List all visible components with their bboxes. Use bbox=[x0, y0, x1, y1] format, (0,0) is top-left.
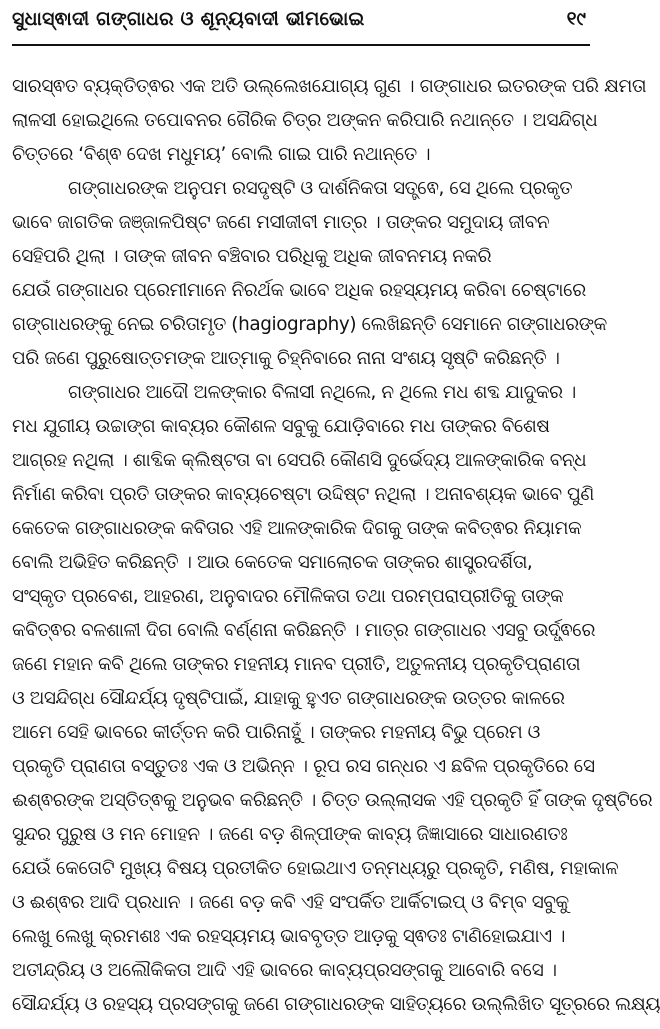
text-line: ଆମେ ସେହି ଭାବରେ କୀର୍ତ୍ତନ କରି ପାରିନାହୁଁ । ତାଙ୍କର ମହନୀୟ ବିଭୁ ପ୍ରେମ ଓ bbox=[12, 722, 540, 743]
paragraph-first-line: ଗଙ୍ଗାଧରଙ୍କ ଅନୁପମ ରସଦୃଷ୍ଟି ଓ ଦାର୍ଶନିକତା ସତ୍ତ୍ଵେ, ସେ ଥିଲେ ପ୍ରକୃତ bbox=[68, 178, 573, 199]
text-line: ଲାଳସୀ ହୋଇଥିଲେ ତପୋବନର ଗୈରିକ ଚିତ୍ର ଅଙ୍କନ କରିପାରି ନଥାନ୍ତେ । ଅସନ୍ଦିଗ୍ଧ bbox=[12, 110, 598, 131]
text-line: ଭାବେ ଜାଗତିକ ଜଞ୍ଜାଳପିଷ୍ଟ ଜଣେ ମସୀଜୀବୀ ମାତ୍ର । ତାଙ୍କର ସମୁଦାୟ ଜୀବନ bbox=[12, 212, 550, 233]
running-title: ସୁଧାସ୍ଵାଦୀ ଗଙ୍ଗାଧର ଓ ଶୂନ୍ୟବାଦୀ ଭୀମଭୋଇ bbox=[12, 8, 365, 30]
text-line: ଲେଖୁ ଲେଖୁ କ୍ରମଶଃ ଏକ ରହସ୍ୟମୟ ଭାବବୃତ୍ତ ଆଡ଼କୁ ସ୍ଵତଃ ଟାଣିହୋଇଯାଏ । bbox=[12, 926, 565, 947]
text-line: ସଂସ୍କୃତ ପ୍ରବେଶ, ଆହରଣ, ଅନୁବାଦର ମୌଳିକତା ତଥା ପରମ୍ପରାପ୍ରୀତିକୁ ତାଙ୍କ bbox=[12, 586, 564, 607]
text-line: କେତେକ ଗଙ୍ଗାଧରଙ୍କ କବିତାର ଏହି ଆଳଙ୍କାରିକ ଦିଗକୁ ତାଙ୍କ କବିତ୍ଵର ନିୟାମକ bbox=[12, 518, 582, 539]
page-header bbox=[12, 6, 590, 46]
text-line: ଈଶ୍ଵରଙ୍କ ଅସ୍ତିତ୍ଵକୁ ଅନୁଭବ କରିଛନ୍ତି । ଚିତ୍ତ ଉଲ୍ଲାସକ ଏହି ପ୍ରକୃତି ହିଁ ତାଙ୍କ ଦୃଷ୍ଟିରେ bbox=[12, 790, 653, 811]
text-line: ସୁନ୍ଦର ପୁରୁଷ ଓ ମନ ମୋହନ । ଜଣେ ବଡ଼ ଶିଳ୍ପୀଙ୍କ କାବ୍ୟ ଜିଜ୍ଞାସାରେ ସାଧାରଣତଃ bbox=[12, 824, 568, 845]
text-line: ଯେଉଁ କେତୋଟି ମୁଖ୍ୟ ବିଷୟ ପ୍ରତୀକିତ ହୋଇଥାଏ ତନ୍ମଧ୍ୟରୁ ପ୍ରକୃତି, ମଣିଷ, ମହାକାଳ bbox=[12, 858, 619, 879]
text-line: ବୋଲି ଅଭିହିତ କରିଛନ୍ତି । ଆଉ କେତେକ ସମାଲୋଚକ ତାଙ୍କର ଶାସ୍ତ୍ରଦର୍ଶିତା, bbox=[12, 552, 533, 573]
text-line: ଓ ଅସନ୍ଦିଗ୍ଧ ସୌନ୍ଦର୍ଯ୍ୟ ଦୃଷ୍ଟିପାଇଁ, ଯାହାକୁ ହୁଏତ ଗଙ୍ଗାଧରଙ୍କ ଉତ୍ତର କାଳରେ bbox=[12, 688, 565, 709]
text-line: ପ୍ରକୃତି ପ୍ରାଣତା ବସ୍ତୁତଃ ଏକ ଓ ଅଭିନ୍ନ । ରୂପ ରସ ଗନ୍ଧର ଏ ଛବିଳ ପ୍ରକୃତିରେ ସେ bbox=[12, 756, 595, 777]
body-text bbox=[12, 70, 660, 1022]
text-line: ଗଙ୍ଗାଧରଙ୍କୁ ନେଇ ଚରିତାମୃତ (hagiography) ଲେଖିଛନ୍ତି ସେମାନେ ଗଙ୍ଗାଧରଙ୍କ bbox=[12, 314, 607, 335]
text-line: ଅତୀନ୍ଦ୍ରିୟ ଓ ଅଲୌକିକତା ଆଦି ଏହି ଭାବରେ କାବ୍ୟପ୍ରସଙ୍ଗକୁ ଆବୋରି ବସେ । bbox=[12, 960, 557, 981]
text-line: ସାରସ୍ଵତ ବ୍ୟକ୍ତିତ୍ଵର ଏକ ଅତି ଉଲ୍ଲେଖଯୋଗ୍ୟ ଗୁଣ । ଗଙ୍ଗାଧର ଇତରଙ୍କ ପରି କ୍ଷମତା bbox=[12, 76, 647, 97]
text-line: ଓ ଈଶ୍ଵର ଆଦି ପ୍ରଧାନ । ଜଣେ ବଡ଼ କବି ଏହି ସଂପର୍କିତ ଆର୍କିଟାଇପ୍ ଓ ବିମ୍ବ ସବୁକୁ bbox=[12, 892, 569, 913]
text-line: ଜଣେ ମହାନ କବି ଥିଲେ ତାଙ୍କର ମହନୀୟ ମାନବ ପ୍ରୀତି, ଅତୁଳନୀୟ ପ୍ରକୃତିପ୍ରାଣତା bbox=[12, 654, 581, 675]
text-line: କବିତ୍ଵର ବଳଶାଳୀ ଦିଗ ବୋଲି ବର୍ଣ୍ଣନା କରିଛନ୍ତି । ମାତ୍ର ଗଙ୍ଗାଧର ଏସବୁ ଉର୍ଦ୍ଧ୍ଵରେ bbox=[12, 620, 596, 641]
page-number: ୧୯ bbox=[566, 8, 586, 30]
text-line: ଆଗ୍ରହ ନଥିଲା । ଶାବ୍ଦିକ କ୍ଲିଷ୍ଟତା ବା ସେପରି କୌଣସି ଦୁର୍ଭେଦ୍ୟ ଆଳଙ୍କାରିକ ବନ୍ଧ bbox=[12, 450, 587, 471]
paragraph-first-line: ଗଙ୍ଗାଧର ଆଦୌ ଅଳଙ୍କାର ବିଳାସୀ ନଥିଲେ, ନ ଥିଲେ ମଧ ଶବ୍ଦ ଯାଦୁକର । bbox=[68, 382, 576, 403]
text-line: ସେହିପରି ଥିଲା । ତାଙ୍କ ଜୀବନ ବଞ୍ଚିବାର ପରିଧିକୁ ଅଧିକ ଜୀବନମୟ ନକରି bbox=[12, 246, 492, 267]
text-line: ଚିତ୍ତରେ ‘ବିଶ୍ଵ ଦେଖ ମଧୁମୟ’ ବୋଲି ଗାଇ ପାରି ନଥାନ୍ତେ । bbox=[12, 144, 431, 165]
text-line: ଯେଉଁ ଗଙ୍ଗାଧର ପ୍ରେମୀମାନେ ନିରର୍ଥକ ଭାବେ ଅଧିକ ରହସ୍ୟମୟ କରିବା ଚେଷ୍ଟାରେ bbox=[12, 280, 586, 301]
text-line: ପରି ଜଣେ ପୁରୁଷୋତ୍ତମଙ୍କ ଆତ୍ମାକୁ ଚିହ୍ନିବାରେ ନାନା ସଂଶୟ ସୃଷ୍ଟି କରିଛନ୍ତି । bbox=[12, 348, 560, 369]
text-line: ସୌନ୍ଦର୍ଯ୍ୟ ଓ ରହସ୍ୟ ପ୍ରସଙ୍ଗକୁ ଜଣେ ଗଙ୍ଗାଧରଙ୍କ ସାହିତ୍ୟରେ ଉଲ୍ଲିଖିତ ସୂତ୍ରରେ ଲକ୍ଷ୍ୟ bbox=[12, 994, 660, 1015]
text-line: ମଧ ଯୁଗୀୟ ଉଚ୍ଚାଙ୍ଗ କାବ୍ୟର କୌଶଳ ସବୁକୁ ଯୋଡ଼ିବାରେ ମଧ ତାଙ୍କର ବିଶେଷ bbox=[12, 416, 550, 437]
text-line: ନିର୍ମାଣ କରିବା ପ୍ରତି ତାଙ୍କର କାବ୍ୟଚେଷ୍ଟା ଉଦ୍ଦିଷ୍ଟ ନଥିଲା । ଅନାବଶ୍ୟକ ଭାବେ ପୁଣି bbox=[12, 484, 594, 505]
